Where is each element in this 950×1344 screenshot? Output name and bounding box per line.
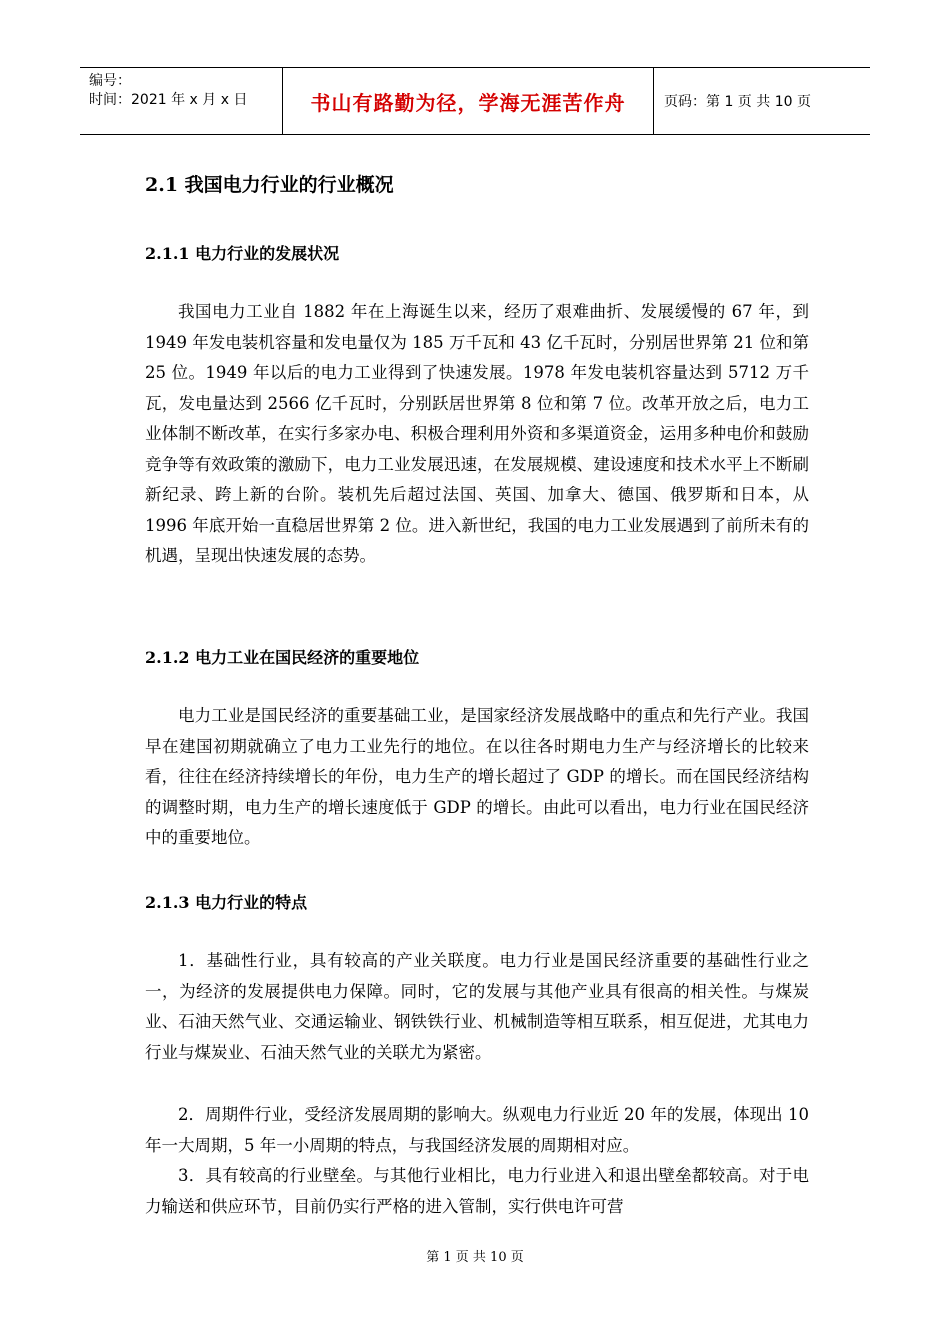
header-motto-cell: [282, 68, 654, 134]
subsection-title-1: 2.1.1 电力行业的发展状况: [145, 244, 340, 263]
header-meta-cell: [80, 68, 282, 134]
subsection-2-paragraph: 电力工业是国民经济的重要基础工业，是国家经济发展战略中的重点和先行产业。我国早在建国初期就确立了电力工业先行的地位。在以往各时期电力生产与经济增长的比较来看，往往在经济持续增长的年份，电力生产的增长超过了 GDP 的增长。而在国民经济结构的调整时期，电力生产的增长速度低于 GDP 的增长。由此可以看出，电力行业在国民经济中的重要地位。: [145, 706, 809, 847]
subsection-title-3: 2.1.3 电力行业的特点: [145, 893, 308, 912]
document-date-label: 时间：2021 年 x 月 x 日: [89, 92, 248, 108]
page-footer: 第 1 页 共 10 页: [426, 1250, 524, 1265]
header-motto: 书山有路勤为径，学海无涯苦作舟: [310, 90, 626, 115]
subsection-3-paragraph-2: 2．周期件行业，受经济发展周期的影响大。纵观电力行业近 20 年的发展，体现出 10 年一大周期，5 年一小周期的特点，与我国经济发展的周期相对应。: [145, 1105, 809, 1155]
section-title: 2.1 我国电力行业的行业概况: [145, 174, 394, 196]
subsection-title-2: 2.1.2 电力工业在国民经济的重要地位: [145, 648, 420, 667]
subsection-3-paragraph-1: 1．基础性行业，具有较高的产业关联度。电力行业是国民经济重要的基础性行业之一，为经济的发展提供电力保障。同时，它的发展与其他产业具有很高的相关性。与煤炭业、石油天然气业、交通运输业、钢铁铁行业、机械制造等相互联系，相互促进，尤其电力行业与煤炭业、石油天然气业的关联尤为紧密。: [145, 951, 809, 1062]
header-page-info-cell: [654, 68, 870, 134]
subsection-3-paragraph-3: 3．具有较高的行业壁垒。与其他行业相比，电力行业进入和退出壁垒都较高。对于电力输送和供应环节，目前仍实行严格的进入管制，实行供电许可营: [145, 1166, 809, 1216]
header-page-info: 页码：第 1 页 共 10 页: [664, 94, 811, 110]
subsection-1-paragraph: 我国电力工业自 1882 年在上海诞生以来，经历了艰难曲折、发展缓慢的 67 年，到 1949 年发电装机容量和发电量仅为 185 万千瓦和 43 亿千瓦时，分别居世界第 21 位和第 25 位。1949 年以后的电力工业得到了快速发展。1978 年发电装机容量达到 5712 万千瓦，发电量达到 2566 亿千瓦时，分别跃居世界第 8 位和第 7 位。改革开放之后，电力工业体制不断改革，在实行多家办电、积极合理利用外资和多渠道资金，运用多种电价和鼓励竞争等有效政策的激励下，电力工业发展迅速，在发展规模、建设速度和技术水平上不断刷新纪录、跨上新的台阶。装机先后超过法国、英国、加拿大、德国、俄罗斯和日本，从 1996 年底开始一直稳居世界第 2 位。进入新世纪，我国的电力工业发展遇到了前所未有的机遇，呈现出快速发展的态势。: [145, 302, 809, 565]
document-header: [80, 67, 870, 135]
document-number-label: 编号：: [89, 73, 131, 89]
